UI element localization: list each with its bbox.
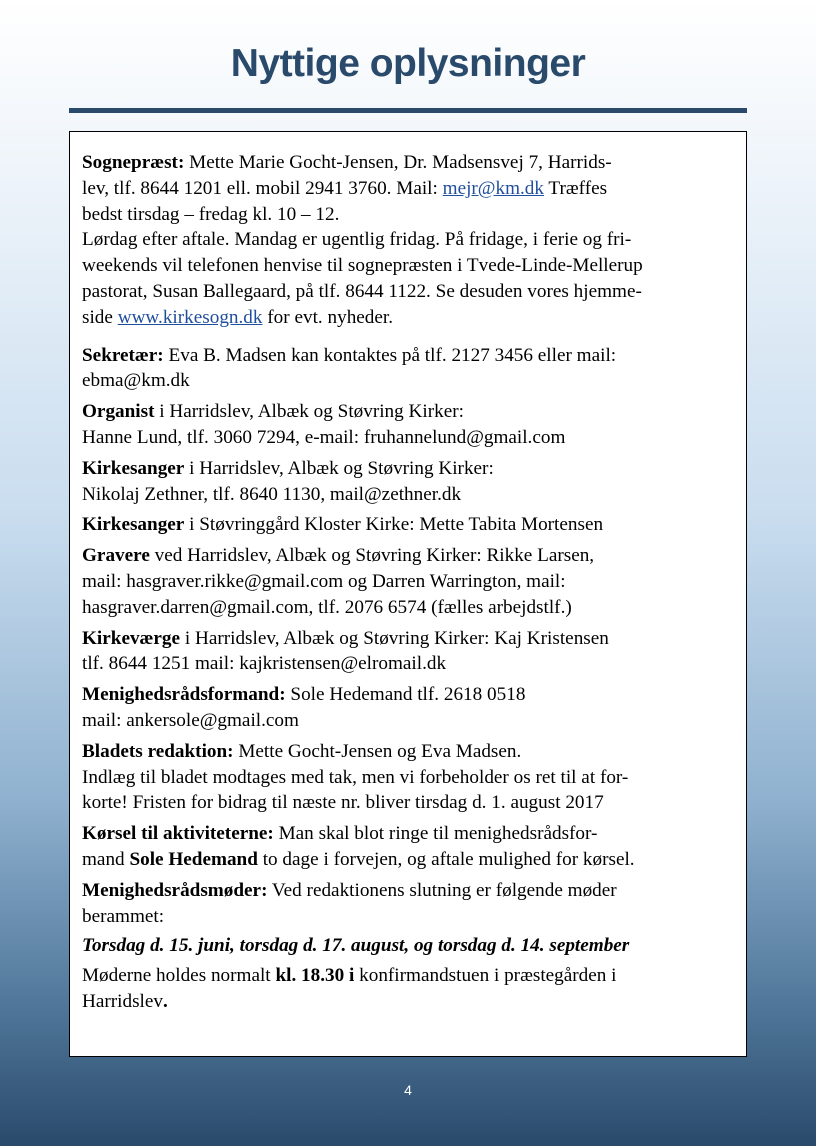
website-link[interactable]: www.kirkesogn.dk [117, 306, 263, 328]
sekretaer-line1 [82, 343, 734, 369]
kirkevaerge-line2: tlf. 8644 1251 mail: kajkristensen@elromail.dk [82, 653, 447, 675]
sognepraest-text2b: Træffes [543, 177, 608, 199]
info-box [69, 131, 747, 1057]
koersel-contact-name: Sole Hedemand [129, 848, 258, 870]
section-organist [82, 399, 734, 451]
sekretaer-text1: Eva B. Madsen kan kontaktes på tlf. 2127 3456 eller mail: [163, 344, 617, 366]
gravere-line3: hasgraver.darren@gmail.com, tlf. 2076 6574 (fælles arbejdstlf.) [82, 596, 572, 618]
kirkesanger1-line1 [82, 456, 734, 482]
moeder-text3b: konfirmandstuen i præstegården i [354, 965, 617, 987]
sognepraest-email-link[interactable]: mejr@km.dk [442, 177, 544, 199]
section-sognepraest [82, 150, 734, 331]
sognepraest-line1 [82, 150, 734, 176]
formand-line2: mail: ankersole@gmail.com [82, 709, 299, 731]
meeting-time: kl. 18.30 i [275, 965, 355, 987]
kirkevaerge-text1: i Harridslev, Albæk og Støvring Kirker: Kaj Kristensen [180, 627, 609, 649]
section-kirkesanger-1 [82, 456, 734, 508]
section-gravere [82, 543, 734, 620]
sognepraest-line5: weekends vil telefonen henvise til sognepræsten i Tvede-Linde-Mellerup [82, 255, 643, 277]
redaktion-line2: Indlæg til bladet modtages med tak, men vi forbeholder os ret til at for- [82, 766, 629, 788]
organist-line1 [82, 399, 734, 425]
koersel-line1 [82, 821, 734, 847]
section-kirkevaerge [82, 626, 734, 678]
section-sekretaer [82, 343, 734, 395]
kirkesanger1-text1: i Harridslev, Albæk og Støvring Kirker: [184, 457, 494, 479]
moeder-text4b: . [163, 990, 168, 1012]
kirkesanger1-label: Kirkesanger [82, 457, 185, 479]
meeting-dates: Torsdag d. 15. juni, torsdag d. 17. august, og torsdag d. 14. september [82, 935, 630, 957]
gravere-line1 [82, 543, 734, 569]
sekretaer-label: Sekretær: [82, 344, 164, 366]
moeder-line3 [82, 963, 734, 989]
kirkevaerge-label: Kirkeværge [82, 627, 181, 649]
gravere-text1: ved Harridslev, Albæk og Støvring Kirker: Rikke Larsen, [149, 545, 595, 567]
redaktion-label: Bladets redaktion: [82, 740, 234, 762]
kirkesanger2-line1 [82, 512, 734, 538]
sognepraest-text1: Mette Marie Gocht-Jensen, Dr. Madsensvej 7, Harrids- [184, 152, 612, 173]
sognepraest-text7a: side [82, 306, 118, 328]
moeder-text4a: Harridslev [82, 990, 163, 1012]
organist-text1: i Harridslev, Albæk og Støvring Kirker: [154, 401, 464, 423]
redaktion-line3: korte! Fristen for bidrag til næste nr. bliver tirsdag d. 1. august 2017 [82, 792, 604, 814]
kirkevaerge-line1 [82, 626, 734, 652]
moeder-line4 [82, 989, 734, 1015]
koersel-line2 [82, 847, 734, 873]
section-kirkesanger-2 [82, 512, 734, 538]
sognepraest-text2a: lev, tlf. 8644 1201 ell. mobil 2941 3760. Mail: [82, 177, 443, 199]
sognepraest-line3: bedst tirsdag – fredag kl. 10 – 12. [82, 203, 340, 225]
sognepraest-line7 [82, 305, 734, 331]
gravere-label: Gravere [82, 545, 150, 567]
gravere-line2: mail: hasgraver.rikke@gmail.com og Darren Warrington, mail: [82, 570, 566, 592]
page-number: 4 [404, 1082, 412, 1098]
moeder-text1: Ved redaktionens slutning er følgende møder [267, 879, 617, 901]
formand-text1: Sole Hedemand tlf. 2618 0518 [285, 684, 526, 706]
kirkesanger2-text1: i Støvringgård Kloster Kirke: Mette Tabita Mortensen [184, 514, 604, 536]
redaktion-line1 [82, 739, 734, 765]
section-moeder [82, 878, 734, 1015]
sognepraest-line4: Lørdag efter aftale. Mandag er ugentlig fridag. På fridage, i ferie og fri- [82, 229, 632, 251]
koersel-text2b: to dage i forvejen, og aftale mulighed for kørsel. [257, 848, 635, 870]
koersel-text2a: mand [82, 848, 130, 870]
kirkesanger1-line2: Nikolaj Zethner, tlf. 8640 1130, mail@zethner.dk [82, 483, 462, 505]
sognepraest-text7b: for evt. nyheder. [262, 306, 394, 328]
sognepraest-line6: pastorat, Susan Ballegaard, på tlf. 8644 1122. Se desuden vores hjemme- [82, 280, 642, 302]
moeder-line1 [82, 878, 734, 904]
title-divider [69, 108, 747, 113]
organist-label: Organist [82, 401, 155, 423]
section-koersel [82, 821, 734, 873]
formand-line1 [82, 682, 734, 708]
koersel-label: Kørsel til aktiviteterne: [82, 823, 274, 845]
moeder-line2: berammet: [82, 905, 165, 927]
koersel-text1: Man skal blot ringe til menighedsrådsfor- [273, 823, 598, 845]
section-redaktion [82, 739, 734, 816]
moeder-label: Menighedsrådsmøder: [82, 879, 268, 901]
moeder-text3a: Møderne holdes normalt [82, 965, 276, 987]
sekretaer-line2: ebma@km.dk [82, 370, 190, 392]
page-title: Nyttige oplysninger [230, 42, 586, 85]
sognepraest-line2 [82, 176, 734, 202]
redaktion-text1: Mette Gocht-Jensen og Eva Madsen. [233, 740, 522, 762]
section-formand [82, 682, 734, 734]
sognepraest-label: Sognepræst: [82, 152, 185, 173]
kirkesanger2-label: Kirkesanger [82, 514, 185, 536]
organist-line2: Hanne Lund, tlf. 3060 7294, e-mail: fruhannelund@gmail.com [82, 426, 566, 448]
formand-label: Menighedsrådsformand: [82, 684, 286, 706]
